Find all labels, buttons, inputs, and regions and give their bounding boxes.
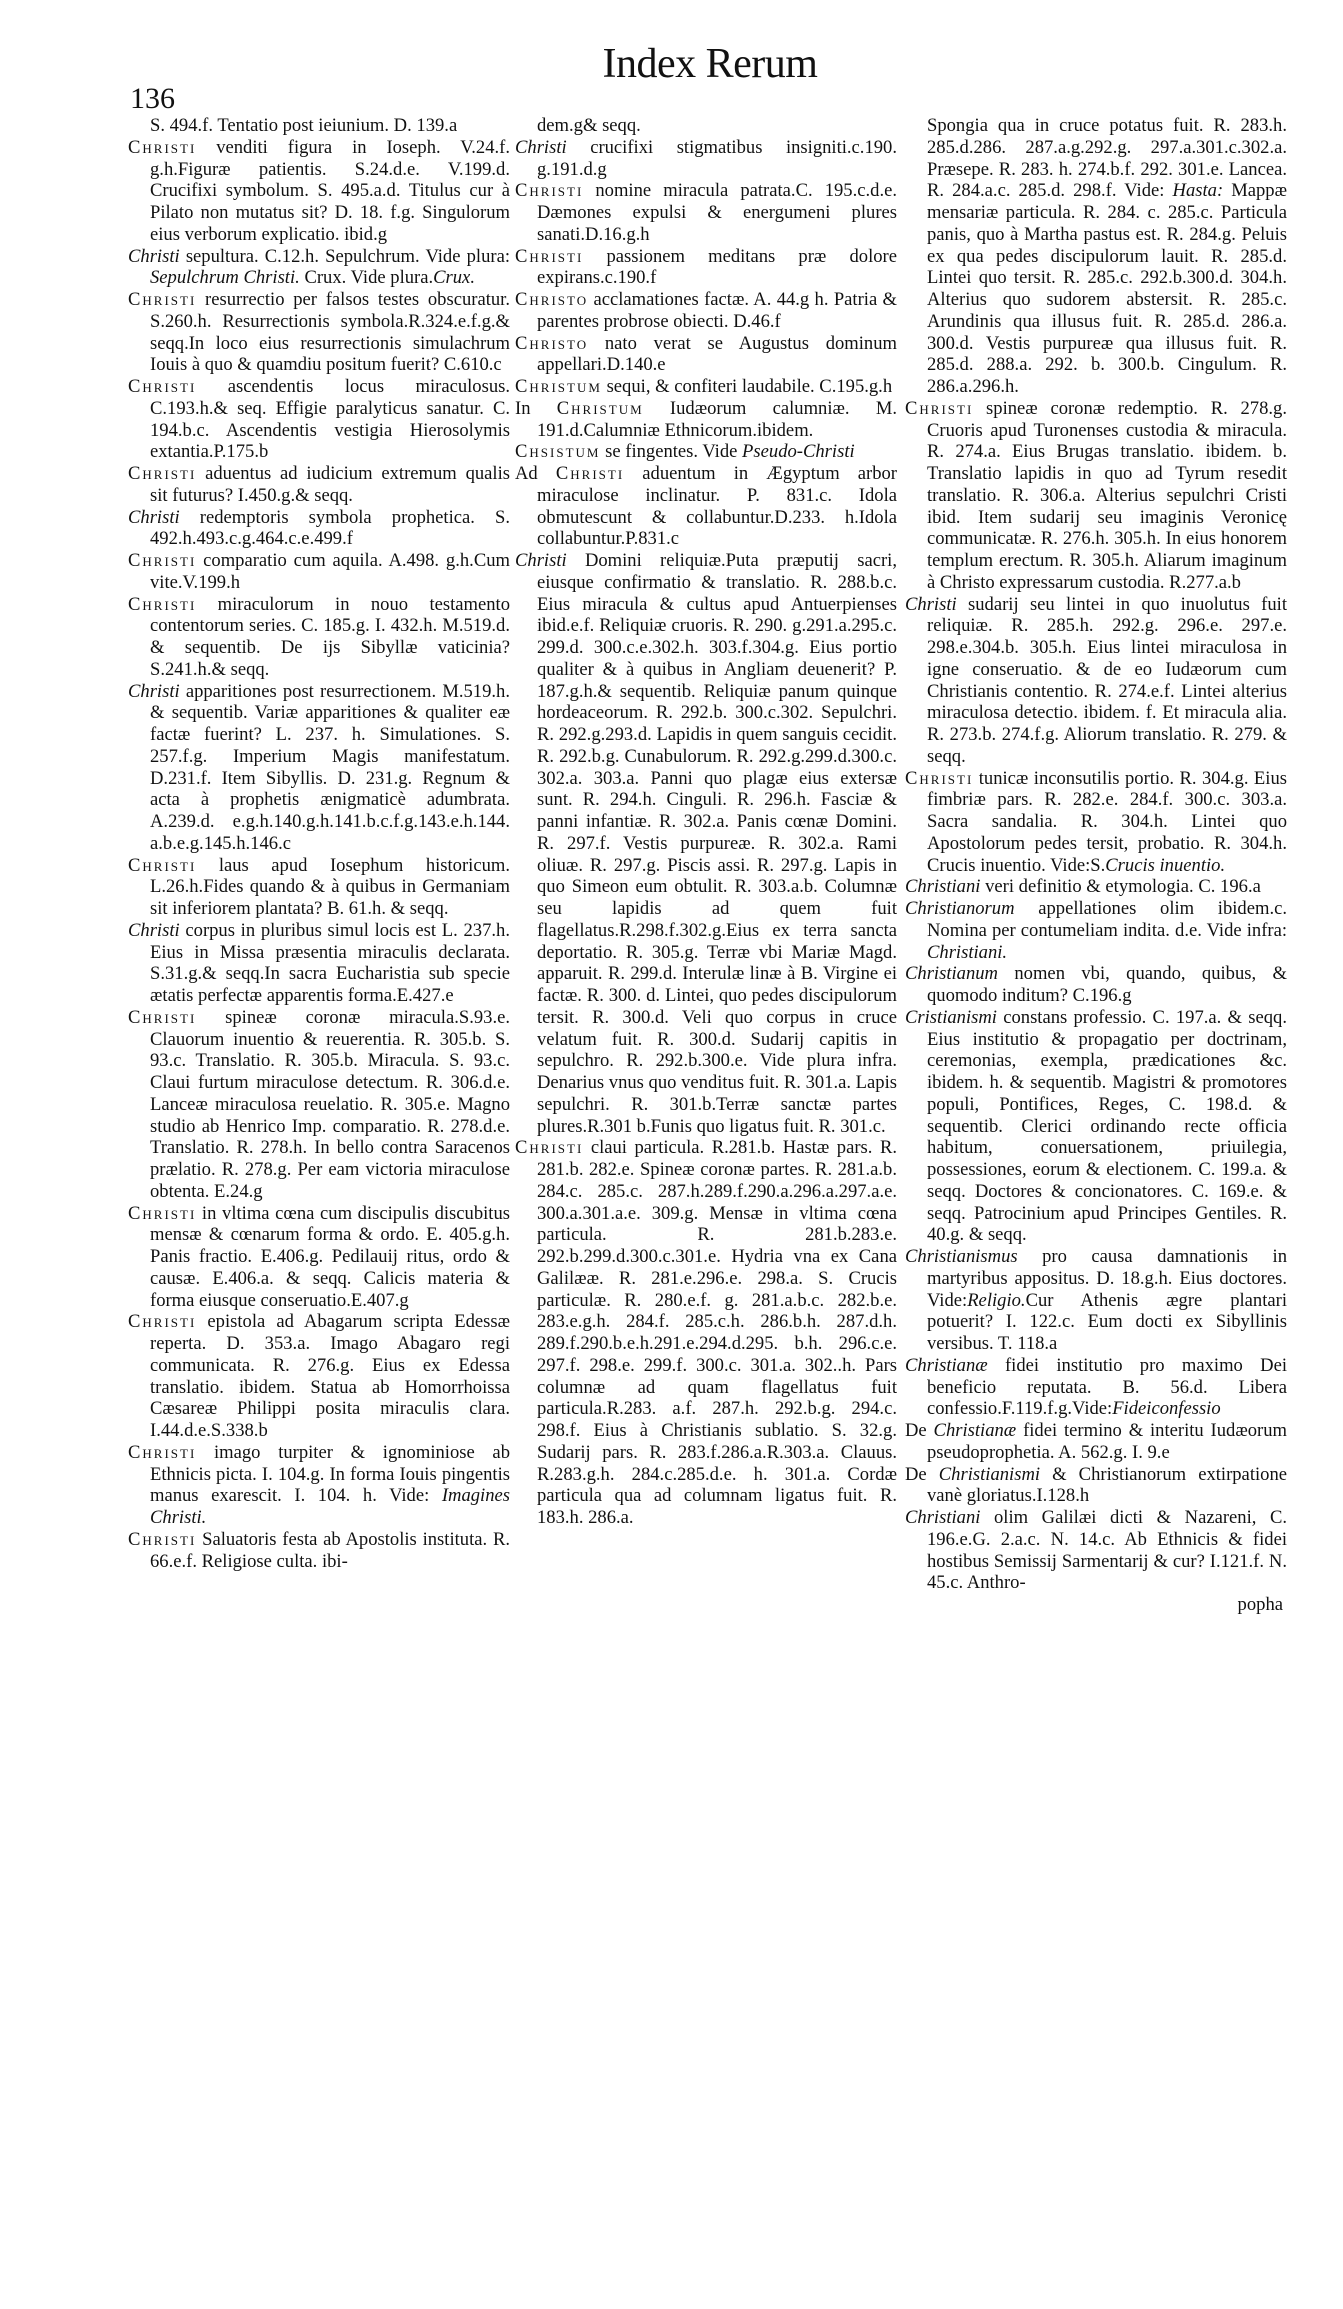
entry-text: & Christianorum extirpatione vanè gloriatus.I.128.h: [927, 1463, 1287, 1507]
entry-headword: Christo: [515, 332, 589, 354]
entry-headword: Christi: [515, 180, 584, 202]
entry-text: spineæ coronæ miracula.S.93.e. Clauorum inuentio & reuerentia. R. 305.b. S. 93.c. Translatio. R. 305.b. Miracula. S. 93.c. Claui furtum miraculose detectum. R. 306.d.e. Lanceæ miraculosa reuelatio. R. 305.e. Magno studio ab Henrico Imp. comparatio. R. 278.d.e. Translatio. R. 278.h. In bello contra Saracenos prælatio. R. 278.g. Per eam victoria miraculose obtenta. E.24.g: [150, 1006, 510, 1202]
index-column-left: [128, 115, 510, 1572]
entry-headword: Cristianismi: [905, 1006, 997, 1028]
index-entry: [905, 1507, 1287, 1594]
index-entry: [515, 463, 897, 550]
entry-text: Cur Athenis ægre plantari potuerit? I. 122.c. Eum docti ex Sibyllinis versibus. T. 118.a: [927, 1289, 1287, 1354]
index-entry: [905, 963, 1287, 1007]
entry-text: sequi, & confiteri laudabile. C.195.g.h: [601, 376, 893, 397]
entry-text: Crux. Vide plura.: [299, 267, 434, 289]
index-column-right: [905, 115, 1287, 1616]
entry-headword: Christiani: [905, 1507, 981, 1528]
entry-text: dem.g& seqq.: [537, 115, 641, 136]
index-entry: [515, 441, 897, 463]
entry-text: in vltima cœna cum discipulis discubitus mensæ & cœnarum forma & ordo. E. 405.g.h. Panis fractio. E.406.g. Pedilauij ritus, ordo & causæ. E.406.a. & seqq. Calicis materia & forma eiusque conseruatio.E.407.g: [150, 1202, 510, 1311]
entry-cross-reference: Hasta:: [1172, 180, 1224, 202]
entry-headword: Christi: [128, 376, 197, 397]
entry-prefix: De: [905, 1420, 934, 1441]
entry-headword: Christi: [128, 680, 180, 702]
index-entry-continuation: [905, 115, 1287, 398]
index-entry: [128, 507, 510, 551]
entry-headword: Christi: [128, 136, 197, 158]
index-entry: [128, 594, 510, 681]
index-entry: [128, 463, 510, 507]
index-entry: [515, 550, 897, 1137]
entry-text: miraculorum in nouo testamento contentorum series. C. 185.g. I. 432.h. M.519.d. & sequentib. De ijs Sibyllæ vaticinia? S.241.h.& seqq.: [150, 593, 510, 680]
index-entry: [905, 1007, 1287, 1246]
entry-headword: Christi: [128, 550, 197, 571]
entry-headword: Christi: [128, 506, 180, 528]
entry-text: Saluatoris festa ab Apostolis instituta. R. 66.e.f. Religiose culta. ibi-: [150, 1528, 510, 1572]
index-entry-continuation: [515, 115, 897, 137]
entry-headword: Christi: [128, 1006, 197, 1028]
index-entry: [128, 376, 510, 463]
entry-headword: Christianæ: [933, 1420, 1017, 1441]
entry-headword: Christianismi: [938, 1463, 1041, 1485]
entry-headword: Christi: [515, 1137, 584, 1159]
entry-text: resurrectio per falsos testes obscuratur. S.260.h. Resurrectionis symbola.R.324.e.f.g.& seqq.In loco eius resurrectionis simulachrum Iouis à quo & quamdiu positum fuerit? C.610.c: [150, 289, 510, 376]
entry-text: sepultura. C.12.h. Sepulchrum. Vide plura:: [179, 245, 510, 267]
index-entry: [905, 876, 1287, 898]
entry-text: crucifixi stigmatibus insigniti.c.190. g.191.d.g: [537, 136, 897, 180]
entry-text: veri definitio & etymologia. C. 196.a: [980, 876, 1261, 898]
entry-cross-reference: Imagines Christi.: [150, 1485, 510, 1528]
index-entry: [128, 550, 510, 594]
entry-text: nato verat se Augustus dominum appellari.D.140.e: [537, 332, 897, 376]
entry-headword: Christi: [128, 919, 180, 941]
entry-cross-reference: Sepulchrum Christi.: [150, 267, 300, 289]
index-entry: [128, 1007, 510, 1203]
entry-cross-reference: Pseudo-Christi: [742, 441, 855, 463]
entry-prefix: Ad: [515, 463, 556, 484]
entry-text: aduentus ad iudicium extremum qualis sit futurus? I.450.g.& seqq.: [150, 463, 510, 506]
index-entry: [128, 855, 510, 920]
index-entry: [515, 376, 897, 398]
index-column-middle: [515, 115, 897, 1529]
index-entry: [515, 333, 897, 377]
entry-text: claui particula. R.281.b. Hastæ pars. R. 281.b. 282.e. Spineæ coronæ partes. R. 281.a.b. 284.c. 285.c. 287.h.289.f.290.a.296.a.297.a.e. 300.a.301.a.e. 309.g. Mensæ in vltima cœna particula. R. 281.b.283.e. 292.b.299.d.300.c.301.e. Hydria vna ex Cana Galilææ. R. 281.e.296.e. 298.a. S. Crucis particulæ. R. 280.e.f. g. 281.a.b.c. 282.b.e. 283.e.g.h. 284.f. 285.c.h. 286.b.h. 287.d.h. 289.f.290.b.e.h.291.e.294.d.295. b.h. 296.c.e. 297.f. 298.e. 299.f. 300.c. 301.a. 302..h. Pars columnæ ad quam flagellatus fuit particula.R.283. a.f. 287.h. 292.b.g. 294.c. 298.f. Eius à Christianis sublatio. S. 32.g. Sudarij pars. R. 283.f.286.a.R.303.a. Clauus. R.283.g.h. 284.c.285.d.e. h. 301.a. Cordæ particula qua ad columnam ligatus fuit. R. 183.h. 286.a.: [537, 1137, 897, 1528]
index-entry-continuation: [128, 115, 510, 137]
entry-text: tunicæ inconsutilis portio. R. 304.g. Eius fimbriæ pars. R. 282.e. 284.f. 300.c. 303.a. Sacra sandalia. R. 304.h. Lintei quo Apostolorum pedes tersit, probatio. R. 304.h. Crucis inuentio. Vide:S.: [927, 767, 1287, 876]
entry-text: passionem meditans præ dolore expirans.c.190.f: [537, 245, 897, 289]
index-entry: [128, 246, 510, 290]
running-head: Index Rerum: [602, 41, 818, 87]
entry-headword: Christianum: [905, 963, 998, 985]
entry-prefix: De: [905, 1463, 939, 1485]
index-entry: [905, 898, 1287, 963]
entry-headword: Chsistum: [515, 441, 601, 463]
entry-text: apparitiones post resurrectionem. M.519.h. & sequentib. Variæ apparitiones & qualiter eæ factæ fuerint? L. 237. h. Simulationes. S. 257.f.g. Imperium Magis manifestatum. D.231.f. Item Sibyllis. D. 231.g. Regnum & acta à prophetis ænigmaticè adumbrata. A.239.d. e.g.h.140.g.h.141.b.c.f.g.143.e.h.144. a.b.e.g.145.h.146.c: [150, 680, 510, 854]
entry-text: aduentum in Ægyptum arbor miraculose inclinatur. P. 831.c. Idola obmutescunt & collabuntur.D.233. h.Idola collabuntur.P.831.c: [537, 463, 898, 550]
entry-headword: Christi: [128, 593, 197, 615]
index-entry: [905, 594, 1287, 768]
entry-text: acclamationes factæ. A. 44.g h. Patria & parentes probrose obiecti. D.46.f: [537, 289, 897, 332]
entry-text: appellationes olim ibidem.c. Nomina per contumeliam indita. d.e. Vide infra:: [927, 898, 1287, 941]
index-entry: [905, 1246, 1287, 1355]
index-entry: [515, 289, 897, 333]
entry-text: pro causa damnationis in martyribus appositus. D. 18.g.h. Eius doctores. Vide:: [927, 1246, 1287, 1311]
entry-text: olim Galilæi dicti & Nazareni, C. 196.e.G. 2.a.c. N. 14.c. Ab Ethnicis & fidei hostibus Semissij Sarmentarij & cur? I.121.f. N. 45.c. Anthro-: [927, 1507, 1287, 1594]
entry-headword: Christum: [556, 397, 644, 419]
index-entry: [128, 681, 510, 855]
entry-text: laus apud Iosephum historicum. L.26.h.Fides quando & à quibus in Germaniam sit inferiorem plantata? B. 61.h. & seqq.: [150, 854, 510, 919]
entry-headword: Christi: [555, 463, 625, 484]
entry-text: imago turpiter & ignominiose ab Ethnicis picta. I. 104.g. In forma Iouis pingentis manus exarescit. I. 104. h. Vide:: [150, 1441, 510, 1507]
entry-headword: Christi: [128, 854, 197, 876]
entry-text: Mappæ mensariæ particula. R. 284. c. 285.c. Particula panis, quo à Martha pastus est. R. 284.g. Peluis ex qua pedes discipulorum lauit. R. 285.d. Lintei quo tersit. R. 285.c. 292.b.300.d. 304.h. Alterius quo sudorem abstersit. R. 285.c. Arundinis qua illusus fuit. R. 285.d. 286.a. 300.d. Vestis purpureæ qua illusus fuit. R. 285.d. 288.a. 292. b. 300.b. Cingulum. R. 286.a.296.h.: [927, 180, 1287, 397]
entry-prefix: In: [515, 397, 557, 419]
index-entry: [515, 398, 897, 442]
index-entry: [515, 246, 897, 290]
index-entry: [515, 137, 897, 181]
entry-headword: Christum: [515, 376, 602, 397]
entry-headword: Christi: [128, 1202, 197, 1224]
entry-headword: Christo: [515, 289, 589, 310]
index-entry: [515, 180, 897, 245]
index-entry: [905, 1464, 1287, 1508]
index-entry: [128, 289, 510, 376]
entry-cross-reference: Crux.: [433, 267, 475, 289]
entry-headword: Christianorum: [905, 898, 1015, 919]
entry-headword: Christiani: [905, 876, 981, 898]
entry-cross-reference: Christiani.: [927, 941, 1008, 963]
entry-text: fidei termino & interitu Iudæorum pseudoprophetia. A. 562.g. I. 9.e: [927, 1420, 1287, 1463]
entry-headword: Christi: [905, 397, 974, 419]
entry-headword: Christi: [128, 245, 180, 267]
index-entry: [905, 768, 1287, 877]
entry-text: Spongia qua in cruce potatus fuit. R. 283.h. 285.d.286. 287.a.g.292.g. 297.a.301.c.302.a. Præsepe. R. 283. h. 274.b.f. 292. 301.e. Lancea. R. 284.a.c. 285.d. 298.f. Vide:: [927, 115, 1287, 202]
index-entry: [128, 1442, 510, 1529]
entry-headword: Christianismus: [905, 1246, 1018, 1267]
index-entry: [128, 1203, 510, 1312]
entry-text: constans professio. C. 197.a. & seqq. Eius institutio & propagatio per doctrinam, ceremonias, exempla, prædicationes &c. ibidem. h. & sequentib. Magistri & promotores populi, Pontifices, Reges, C. 198.d. & sequentib. Clerici ordinando recte officia habitum, conuersationem, priuilegia, possessiones, eorum & electionem. C. 199.a. & seqq. Doctores & concionatores. C. 169.e. & seqq. Patrocinium apud Principes Gentiles. R. 40.g. & seqq.: [927, 1006, 1287, 1246]
entry-text: spineæ coronæ redemptio. R. 278.g. Cruoris apud Turonenses custodia & miracula. R. 274.a. Eius Brugas translatio. ibidem. b. Translatio lapidis in quo ad Tyrum resedit translatio. R. 306.a. Alterius sepulchri Cristi ibid. Item sudarij seu imaginis Veronicę communicatæ. R. 276.h. 305.h. In eius honorem templum erectum. R. 305.h. Aliarum imaginum à Christo expressarum custodia. R.277.a.b: [927, 397, 1287, 593]
entry-text: sudarij seu lintei in quo inuolutus fuit reliquiæ. R. 285.h. 292.g. 296.e. 297.e. 298.e.304.b. 305.h. Eius lintei miraculosa in igne conseruatio. & de eo Iudæorum cum Christianis contentio. R. 274.e.f. Lintei alterius miraculosa detectio. ibidem. f. Et miracula alia. R. 273.b. 274.f.g. Aliorum translatio. R. 279. & seqq.: [927, 593, 1287, 767]
entry-text: fidei institutio pro maximo Dei beneficio reputata. B. 56.d. Libera confessio.F.119.f.g.Vide:: [927, 1354, 1287, 1420]
index-entry: [905, 1355, 1287, 1420]
entry-cross-reference: Crucis inuentio.: [1105, 854, 1226, 876]
entry-text: ascendentis locus miraculosus. C.193.h.& seq. Effigie paralyticus sanatur. C. 194.b.c. Ascendentis vestigia Hierosolymis extantia.P.175.b: [150, 376, 510, 463]
entry-text: S. 494.f. Tentatio post ieiunium. D. 139.a: [150, 115, 458, 136]
entry-headword: Christianæ: [905, 1354, 988, 1376]
index-entry: [128, 1311, 510, 1442]
index-entry: [905, 1420, 1287, 1464]
page-number: 136: [130, 82, 175, 115]
entry-headword: Christi: [515, 245, 584, 267]
entry-headword: Christi: [515, 550, 567, 571]
entry-headword: Christi: [905, 767, 974, 789]
index-entry: [515, 1137, 897, 1529]
entry-headword: Christi: [128, 463, 197, 484]
index-entry: [128, 137, 510, 246]
entry-text: corpus in pluribus simul locis est L. 237.h. Eius in Missa præsentia miraculis declarata. S.31.g.& seqq.In sacra Eucharistia sub specie ætatis perfectæ apparentis forma.E.427.e: [150, 919, 510, 1006]
index-entry: [905, 398, 1287, 594]
index-entry: [128, 920, 510, 1007]
entry-headword: Christi: [905, 593, 957, 615]
entry-text: se fingentes. Vide: [600, 441, 743, 463]
entry-headword: Christi: [128, 1528, 197, 1550]
entry-text: epistola ad Abagarum scripta Edessæ reperta. D. 353.a. Imago Abagaro regi communicata. R. 276.g. Eius ex Edessa translatio. ibidem. Statua ab Homorrhoissa Cæsareæ Philippi posita miraculis clara. I.44.d.e.S.338.b: [150, 1311, 510, 1441]
entry-cross-reference: Religio.: [967, 1289, 1026, 1311]
catchword: popha: [1237, 1594, 1283, 1615]
entry-text: redemptoris symbola prophetica. S. 492.h.493.c.g.464.c.e.499.f: [150, 506, 510, 550]
entry-headword: Christi: [128, 1441, 197, 1463]
entry-text: comparatio cum aquila. A.498. g.h.Cum vite.V.199.h: [150, 550, 510, 593]
entry-headword: Christi: [515, 136, 567, 158]
entry-text: nomen vbi, quando, quibus, & quomodo inditum? C.196.g: [927, 963, 1287, 1006]
entry-headword: Christi: [128, 289, 197, 310]
entry-text: Iudæorum calumniæ. M. 191.d.Calumniæ Ethnicorum.ibidem.: [537, 397, 897, 441]
entry-text: venditi figura in Ioseph. V.24.f. g.h.Figuræ patientis. S.24.d.e. V.199.d. Crucifixi symbolum. S. 495.a.d. Titulus cur à Pilato non mutatus sit? D. 18. f.g. Singulorum eius verborum explicatio. ibid.g: [150, 136, 510, 245]
entry-cross-reference: Fideiconfessio: [1112, 1398, 1221, 1420]
index-entry: [128, 1529, 510, 1573]
entry-text: nomine miracula patrata.C. 195.c.d.e. Dæmones expulsi & energumeni plures sanati.D.16.g.h: [537, 180, 897, 245]
entry-headword: Christi: [128, 1311, 197, 1333]
entry-text: Domini reliquiæ.Puta præputij sacri, eiusque confirmatio & translatio. R. 288.b.c. Eius miracula & cultus apud Antuerpienses ibid.e.f. Reliquiæ cruoris. R. 290. g.291.a.295.c. 299.d. 300.c.e.302.h. 303.f.304.g. Eius portio qualiter & à quibus in Angliam deuenerit? P. 187.g.h.& sequentib. Reliquiæ panum quinque hordeaceorum. R. 292.b. 300.c.302. Sepulchri. R. 292.g.293.d. Lapidis in quem sanguis cecidit. R. 292.b.g. Cunabulorum. R. 292.g.299.d.300.c. 302.a. 303.a. Panni quo plagæ eius extersæ sunt. R. 294.h. Cinguli. R. 296.h. Fasciæ & panni infantiæ. R. 302.a. Panis cœnæ Domini. R. 297.f. Vestis purpureæ. R. 302.a. Rami oliuæ. R. 297.g. Piscis assi. R. 297.g. Lapis in quo Simeon eum obtulit. R. 303.a.b. Columnæ seu lapidis ad quem fuit flagellatus.R.298.f.302.g.Eius ex terra sancta deportatio. R. 305.g. Terræ vbi Mariæ Magd. apparuit. R. 299.d. Interulæ linæ à B. Virgine ei factæ. R. 300. d. Lintei, quo pedes discipulorum tersit. R. 300.d. Veli quo corpus in cruce velatum fuit. R. 300.d. Sudarij capitis in sepulchro. R. 292.b.300.e. Vide plura infra. Denarius vnus quo venditus fuit. R. 301.a. Lapis sepulchri. R. 301.b.Terræ sanctæ partes plures.R.301 b.Funis quo ligatus fuit. R. 301.c.: [537, 550, 897, 1137]
